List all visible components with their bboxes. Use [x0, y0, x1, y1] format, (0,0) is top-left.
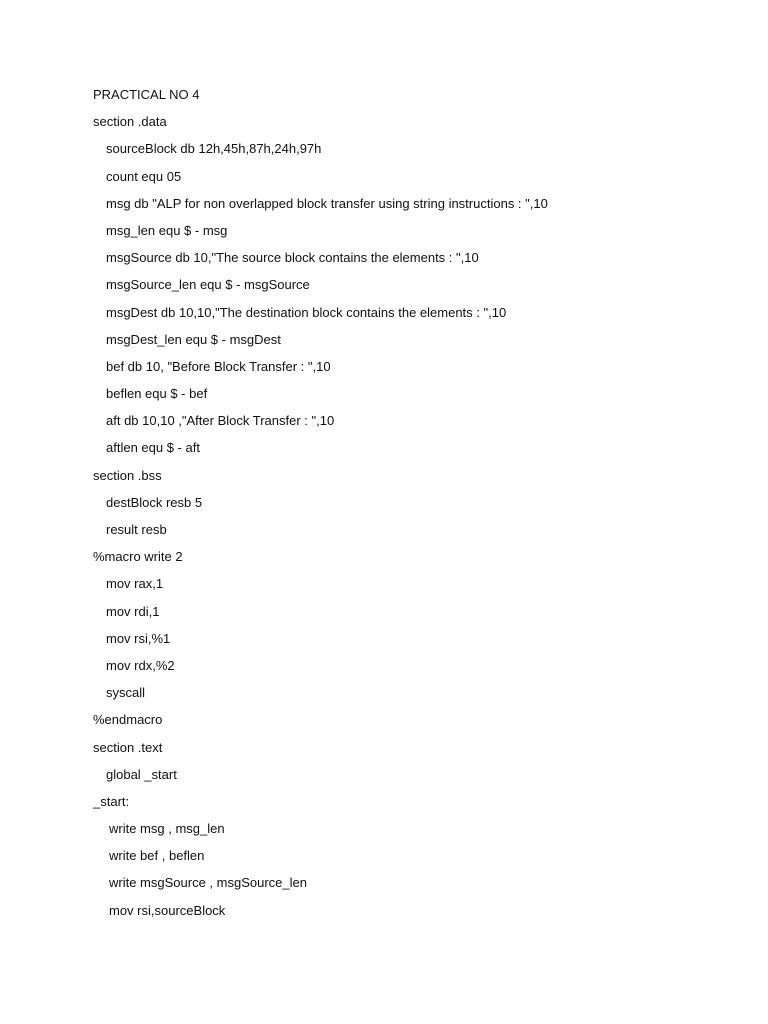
code-line: count equ 05	[106, 168, 182, 184]
code-line: destBlock resb 5	[106, 494, 203, 510]
code-line: %macro write 2	[93, 549, 183, 565]
code-line: _start:	[93, 793, 130, 809]
code-line: msgDest_len equ $ - msgDest	[106, 331, 281, 347]
code-line: global _start	[106, 766, 177, 782]
code-line: mov rsi,sourceBlock	[109, 902, 226, 918]
code-line: msg db "ALP for non overlapped block transfer using string instructions : ",10	[106, 195, 548, 211]
code-listing	[93, 86, 548, 929]
code-line: syscall	[106, 685, 146, 701]
code-line: %endmacro	[93, 712, 163, 728]
code-line: section .data	[93, 114, 167, 130]
code-line: write bef , beflen	[109, 848, 205, 864]
code-line: beflen equ $ - bef	[106, 386, 208, 402]
code-line: msg_len equ $ - msg	[106, 222, 228, 238]
code-line: mov rax,1	[106, 576, 164, 592]
code-line: result resb	[106, 522, 167, 537]
code-line: aft db 10,10 ,"After Block Transfer : ",10	[106, 413, 335, 429]
document-title: PRACTICAL NO 4	[93, 87, 200, 102]
code-line: section .text	[93, 739, 163, 755]
code-line: sourceBlock db 12h,45h,87h,24h,97h	[106, 141, 322, 157]
code-line: mov rdx,%2	[106, 657, 175, 673]
code-line: msgSource_len equ $ - msgSource	[106, 277, 310, 293]
code-line: section .bss	[93, 467, 162, 483]
code-line: aftlen equ $ - aft	[106, 440, 200, 456]
code-line: write msg , msg_len	[109, 821, 225, 837]
code-line: mov rsi,%1	[106, 630, 171, 646]
code-line: mov rdi,1	[106, 603, 160, 619]
code-line: write msgSource , msgSource_len	[109, 875, 307, 891]
code-line: msgDest db 10,10,"The destination block contains the elements : ",10	[106, 304, 507, 320]
code-line: bef db 10, "Before Block Transfer : ",10	[106, 358, 331, 374]
code-line: msgSource db 10,"The source block contains the elements : ",10	[106, 250, 479, 266]
